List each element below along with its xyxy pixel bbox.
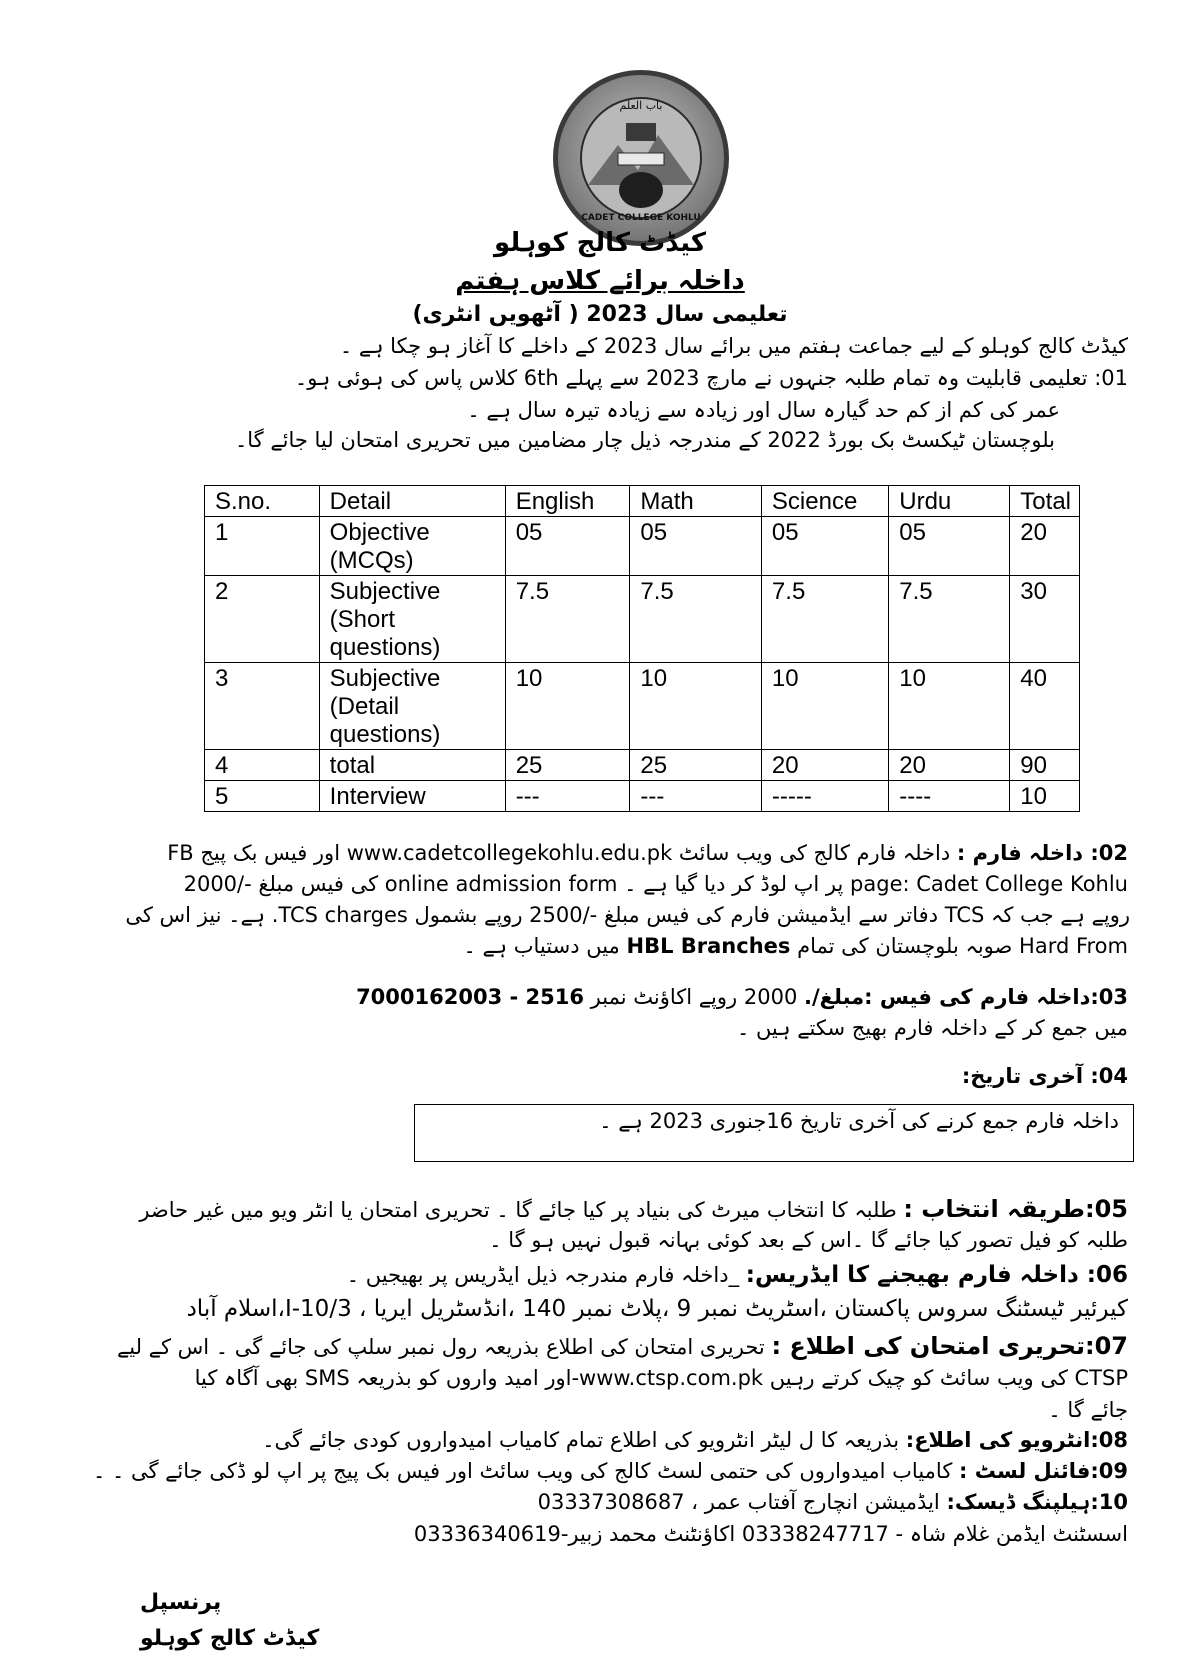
table-cell: 20: [761, 750, 888, 781]
section-09-line: [93, 1459, 1128, 1483]
signature-title: پرنسپل: [140, 1590, 222, 1615]
section-05-line-2: طلبہ کو فیل تصور کیا جائے گا ۔اس کے بعد کوئی بہانہ قبول نہیں ہو گا ۔: [489, 1228, 1128, 1252]
admission-title: داخلہ برائے کلاس ہفتم: [455, 266, 745, 296]
section-02-label: 02: داخلہ فارم :: [956, 841, 1128, 865]
section-06-label: 06: داخلہ فارم بھیجنے کا ایڈریس:: [745, 1262, 1128, 1288]
last-date-box: [414, 1104, 1134, 1162]
section-03-line-2: میں جمع کر کے داخلہ فارم بھیج سکتے ہیں ۔: [736, 1016, 1128, 1040]
table-cell: 05: [505, 517, 630, 576]
table-row: [205, 663, 1080, 750]
table-cell: 20: [1010, 517, 1080, 576]
table-cell: ---: [505, 781, 630, 812]
table-header-cell: S.no.: [205, 486, 320, 517]
college-logo: [553, 70, 729, 246]
table-row: [205, 750, 1080, 781]
table-cell: 40: [1010, 663, 1080, 750]
table-row: [205, 517, 1080, 576]
section-07-text-1: تحریری امتحان کی اطلاع بذریعہ رول نمبر سلپ کی جائے گی ۔ اس کے لیے: [116, 1335, 765, 1359]
section-03-label: 03:داخلہ فارم کی فیس :مبلغ/.: [804, 985, 1128, 1009]
table-cell: Subjective (Detail questions): [319, 663, 505, 750]
section-05-text-1: طلبہ کا انتخاب میرٹ کی بنیاد پر کیا جائے گا ۔ تحریری امتحان یا انٹر ویو میں غیر حاضر: [139, 1198, 897, 1222]
table-cell: 5: [205, 781, 320, 812]
section-10-label: 10:ہیلپنگ ڈیسک:: [946, 1490, 1128, 1514]
section-02-text-4: Hard From صوبہ بلوچستان کی تمام: [797, 934, 1128, 958]
table-cell: 20: [889, 750, 1010, 781]
table-row: [205, 781, 1080, 812]
table-cell: 10: [505, 663, 630, 750]
table-header-cell: Total: [1010, 486, 1080, 517]
section-10-line-2: اسسٹنٹ ایڈمن غلام شاہ - 03338247717 اکاؤنٹنٹ محمد زبیر-03336340619: [413, 1522, 1128, 1546]
table-header-cell: Detail: [319, 486, 505, 517]
table-cell: -----: [761, 781, 888, 812]
table-row: [205, 576, 1080, 663]
section-08-line: [262, 1428, 1128, 1452]
table-cell: 2: [205, 576, 320, 663]
intro-line-4-syllabus: بلوچستان ٹیکسٹ بک بورڈ 2022 کے مندرجہ ذیل چار مضامین میں تحریری امتحان لیا جائے گا۔: [234, 428, 1055, 452]
section-08-text: بذریعہ کا ل لیٹر انٹرویو کی اطلاع تمام کامیاب امیدواروں کودی جائے گی۔: [262, 1428, 900, 1452]
section-02-text-1: داخلہ فارم کالج کی ویب سائٹ www.cadetcollegekohlu.edu.pk اور فیس بک پیج FB: [167, 841, 951, 865]
section-02-line-4: [464, 934, 1129, 958]
table-cell: ---: [630, 781, 762, 812]
section-02-text-5: میں دستیاب ہے ۔: [463, 934, 620, 958]
table-cell: Interview: [319, 781, 505, 812]
section-06-line-1: [347, 1262, 1128, 1288]
intro-line-2-qualification: 01: تعلیمی قابلیت وہ تمام طلبہ جنہوں نے مارچ 2023 سے پہلے 6th کلاس پاس کی ہوئی ہو۔: [294, 366, 1128, 390]
table-cell: 05: [889, 517, 1010, 576]
section-08-label: 08:انٹرویو کی اطلاع:: [905, 1428, 1128, 1452]
table-header-cell: Science: [761, 486, 888, 517]
table-header-cell: Urdu: [889, 486, 1010, 517]
table-cell: 7.5: [889, 576, 1010, 663]
section-07-label: 07:تحریری امتحان کی اطلاع :: [771, 1332, 1128, 1360]
table-cell: 7.5: [761, 576, 888, 663]
table-cell: 1: [205, 517, 320, 576]
table-cell: 10: [761, 663, 888, 750]
section-07-line-1: [117, 1332, 1128, 1360]
table-cell: 3: [205, 663, 320, 750]
section-10-text-1: ایڈمیشن انچارج آفتاب عمر ، 03337308687: [537, 1490, 940, 1514]
section-09-label: 09:فائنل لسٹ :: [959, 1459, 1128, 1483]
table-cell: 05: [761, 517, 888, 576]
table-cell: 25: [505, 750, 630, 781]
section-04-label: 04: آخری تاریخ:: [961, 1064, 1128, 1088]
table-cell: 7.5: [505, 576, 630, 663]
table-cell: 30: [1010, 576, 1080, 663]
section-02-line-1: [167, 841, 1128, 865]
section-05-label: 05:طریقہ انتخاب :: [903, 1195, 1128, 1223]
intro-line-1: کیڈٹ کالج کوہلو کے لیے جماعت ہفتم میں برائے سال 2023 کے داخلے کا آغاز ہو چکا ہے ۔: [339, 334, 1128, 358]
hbl-branches-text: HBL Branches: [626, 934, 791, 958]
table-cell: ----: [889, 781, 1010, 812]
section-09-text: کامیاب امیدواروں کی حتمی لسٹ کالج کی ویب سائٹ اور فیس بک پیج پر اپ لو ڈکی جائے گی ۔ ۔: [92, 1459, 953, 1483]
last-date-text: داخلہ فارم جمع کرنے کی آخری تاریخ 16جنوری 2023 ہے ۔: [599, 1109, 1119, 1133]
session-title: تعلیمی سال 2023 ( آٹھویں انٹری): [412, 302, 788, 327]
table-header-row: [205, 486, 1080, 517]
table-cell: 10: [889, 663, 1010, 750]
section-10-line-1: [538, 1490, 1128, 1514]
table-cell: 90: [1010, 750, 1080, 781]
table-header-cell: English: [505, 486, 630, 517]
section-07-line-3: جائے گا ۔: [1048, 1398, 1128, 1422]
intro-line-3-age: عمر کی کم از کم حد گیارہ سال اور زیادہ سے زیادہ تیرہ سال ہے ۔: [467, 398, 1060, 422]
table-cell: 05: [630, 517, 762, 576]
exam-scheme-table: [204, 485, 1080, 812]
logo-ring-text: CADET COLLEGE KOHLU: [581, 213, 701, 223]
table-cell: total: [319, 750, 505, 781]
signature-college: کیڈٹ کالج کوہلو: [140, 1626, 320, 1651]
table-cell: 4: [205, 750, 320, 781]
section-03-line-1: [356, 985, 1128, 1009]
table-cell: 7.5: [630, 576, 762, 663]
table-cell: 10: [630, 663, 762, 750]
section-06-address: کیرئیر ٹیسٹنگ سروس پاکستان ،اسٹریٹ نمبر 9 ،پلاٹ نمبر 140 ،انڈسٹریل ایریا ، I-10/3،اسلام آباد: [186, 1296, 1128, 1322]
table-cell: 10: [1010, 781, 1080, 812]
table-header-cell: Math: [630, 486, 762, 517]
logo-arc-text: باب العلم: [619, 99, 663, 112]
section-06-text-1: _داخلہ فارم مندرجہ ذیل ایڈریس پر بھیجیں ۔: [346, 1263, 740, 1287]
table-cell: 25: [630, 750, 762, 781]
section-05-line-1: [139, 1195, 1128, 1223]
college-title: کیڈٹ کالج کوہلو: [494, 228, 706, 258]
section-03-amount: 2000 روپے اکاؤنٹ نمبر: [590, 985, 798, 1009]
account-number: 7000162003 - 2516: [356, 985, 584, 1009]
table-cell: Subjective (Short questions): [319, 576, 505, 663]
section-07-line-2: CTSP کی ویب سائٹ کو چیک کرتے رہیں www.ctsp.com.pk-اور امید واروں کو بذریعہ SMS بھی آگاہ کیا: [194, 1366, 1128, 1390]
section-02-line-3: روپے ہے جب کہ TCS دفاتر سے ایڈمیشن فارم کی فیس مبلغ -/2500 روپے بشمول TCS charges. ہے۔ نیز اس کی: [125, 903, 1130, 927]
table-cell: Objective (MCQs): [319, 517, 505, 576]
section-02-line-2: page: Cadet College Kohlu پر اپ لوڈ کر دیا گیا ہے ۔ online admission form کی فیس مبلغ -/2000: [183, 872, 1128, 896]
